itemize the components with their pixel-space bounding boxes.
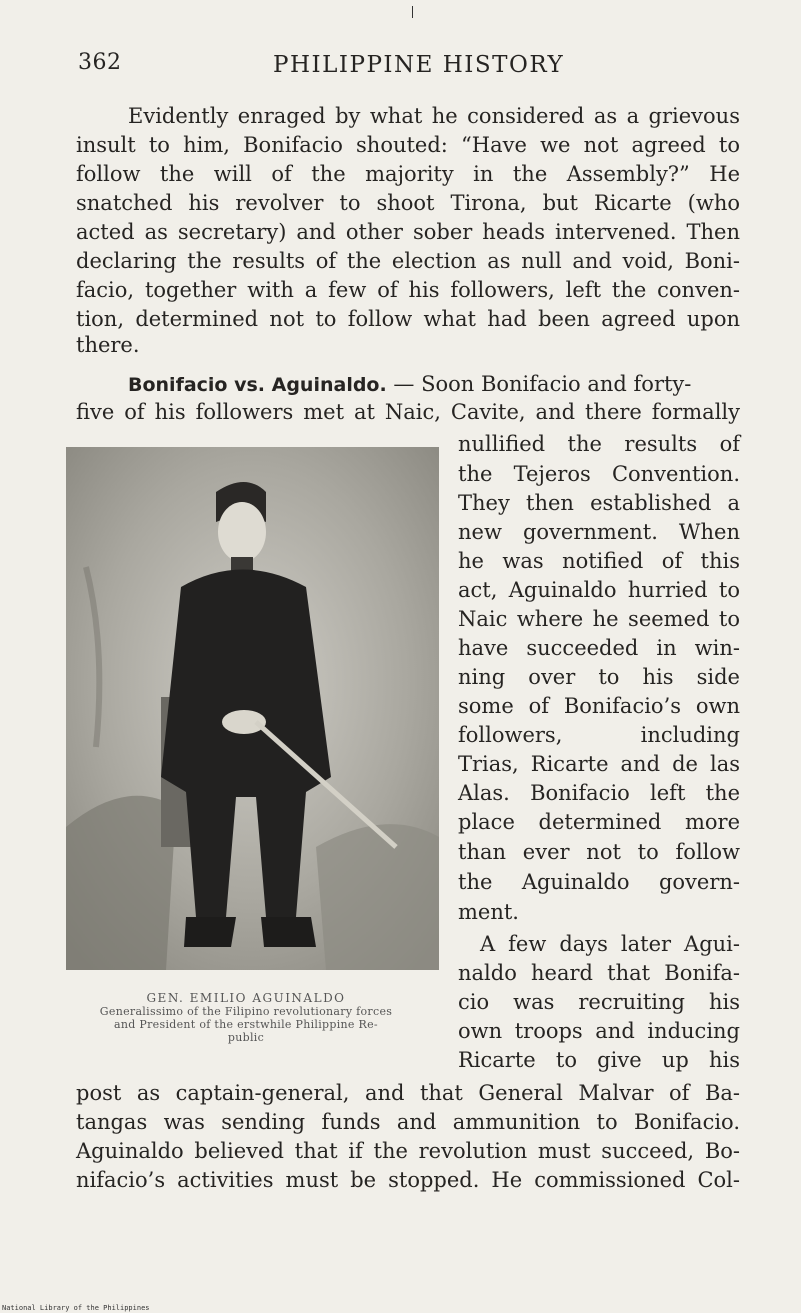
caption-line: Generalissimo of the Filipino revolutionary forces bbox=[99, 1005, 393, 1018]
portrait-illustration bbox=[66, 447, 439, 970]
text-line: facio, together with a few of his followers, left the conven- bbox=[76, 278, 740, 302]
text-line: They then established a bbox=[458, 491, 740, 515]
text-line: ning over to his side bbox=[458, 665, 740, 689]
text-line: five of his followers met at Naic, Cavite, and there formally bbox=[76, 400, 740, 424]
section-heading: Bonifacio vs. Aguinaldo. bbox=[128, 374, 387, 396]
text-line: tangas was sending funds and ammunition to Bonifacio. bbox=[76, 1110, 740, 1134]
text-line: tion, determined not to follow what had been agreed upon bbox=[76, 307, 740, 331]
text-line: Aguinaldo believed that if the revolution must succeed, Bo- bbox=[76, 1139, 740, 1163]
text-line: own troops and inducing bbox=[458, 1019, 740, 1043]
text-line: place determined more bbox=[458, 810, 740, 834]
library-footer: National Library of the Philippines bbox=[2, 1304, 150, 1312]
text-line: Trias, Ricarte and de las bbox=[458, 752, 740, 776]
section-first-line bbox=[128, 370, 740, 399]
caption-title: GEN. EMILIO AGUINALDO bbox=[146, 991, 346, 1005]
page-mark bbox=[412, 6, 413, 18]
text-line: cio was recruiting his bbox=[458, 990, 740, 1014]
text-line: declaring the results of the election as null and void, Boni- bbox=[76, 249, 740, 273]
page-number: 362 bbox=[78, 50, 122, 75]
text-line: the Tejeros Convention. bbox=[458, 462, 740, 486]
text-line: he was notified of this bbox=[458, 549, 740, 573]
page-header bbox=[78, 50, 738, 84]
text-line: Evidently enraged by what he considered as a grievous bbox=[128, 104, 740, 128]
text-line: naldo heard that Bonifa- bbox=[458, 961, 740, 985]
portrait-photo bbox=[66, 447, 439, 970]
text-line: followers, including bbox=[458, 723, 740, 747]
running-head: PHILIPPINE HISTORY bbox=[273, 52, 565, 78]
text-line: some of Bonifacio’s own bbox=[458, 694, 740, 718]
text-line: Naic where he seemed to bbox=[458, 607, 740, 631]
text-line: than ever not to follow bbox=[458, 840, 740, 864]
text-line: Ricarte to give up his bbox=[458, 1048, 740, 1072]
text-span: — Soon Bonifacio and forty- bbox=[393, 372, 692, 396]
text-line: have succeeded in win- bbox=[458, 636, 740, 660]
text-line: post as captain-general, and that General Malvar of Ba- bbox=[76, 1081, 740, 1105]
text-line: nifacio’s activities must be stopped. He commissioned Col- bbox=[76, 1168, 740, 1192]
text-line: acted as secretary) and other sober heads intervened. Then bbox=[76, 220, 740, 244]
text-line: ment. bbox=[458, 900, 519, 924]
text-line: the Aguinaldo govern- bbox=[458, 870, 740, 894]
photo-caption bbox=[56, 992, 436, 1044]
text-line: nullified the results of bbox=[458, 432, 740, 456]
caption-line: public bbox=[227, 1031, 265, 1044]
text-line: A few days later Agui- bbox=[480, 932, 740, 956]
text-line: there. bbox=[76, 333, 140, 357]
text-line: snatched his revolver to shoot Tirona, but Ricarte (who bbox=[76, 191, 740, 215]
text-line: Alas. Bonifacio left the bbox=[458, 781, 740, 805]
caption-line: and President of the erstwhile Philippine Re- bbox=[114, 1018, 378, 1031]
text-line: follow the will of the majority in the Assembly?” He bbox=[76, 162, 740, 186]
text-line: new government. When bbox=[458, 520, 740, 544]
text-line: act, Aguinaldo hurried to bbox=[458, 578, 740, 602]
text-line: insult to him, Bonifacio shouted: “Have we not agreed to bbox=[76, 133, 740, 157]
